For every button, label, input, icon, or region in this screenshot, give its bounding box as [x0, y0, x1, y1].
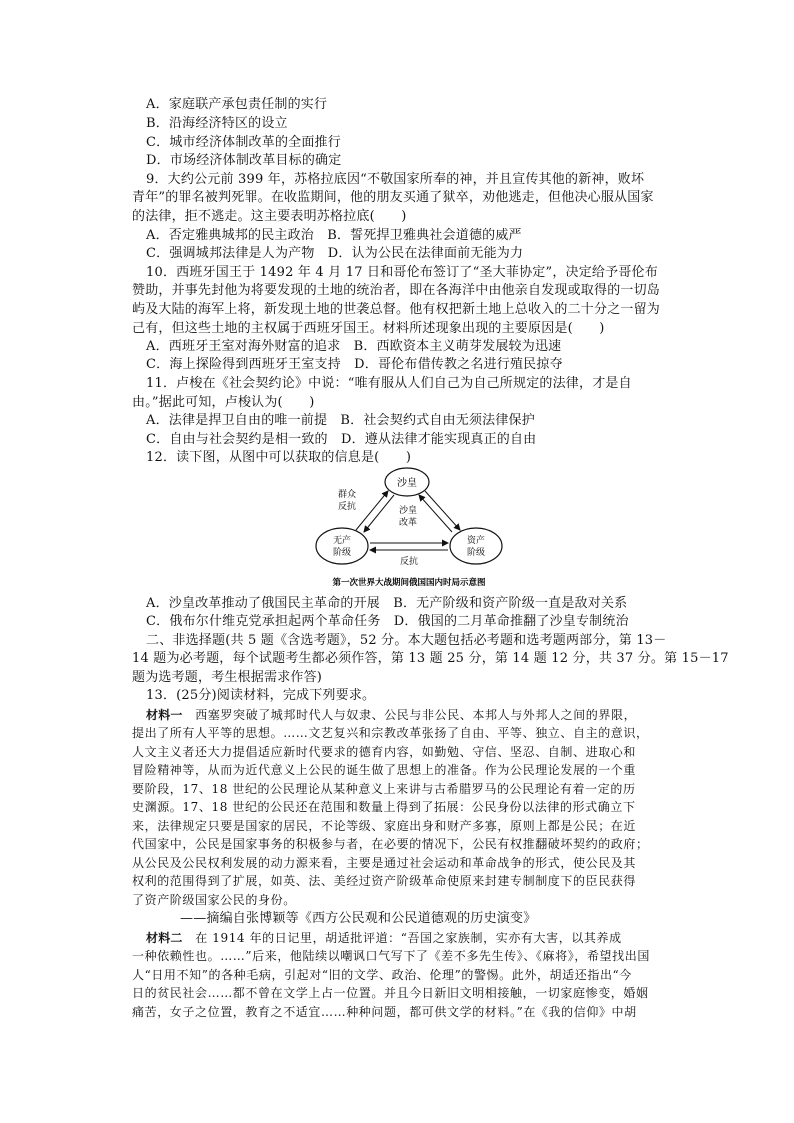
material1-source: ——摘编自张博颖等《西方公民观和公民道德观的历史演变》: [180, 911, 537, 926]
q10-options-ab: A．西班牙王室对海外财富的追求 B．西欧资本主义萌芽发展较为迅速: [146, 339, 562, 354]
part2-heading-line: 二、非选择题(共 5 题《含选考题》，52 分。本大题包括必考题和选考题两部分，第 13－: [146, 633, 667, 648]
q10-stem-line: 赞助，并事先封他为将要发现的土地的统治者，即在各海洋中由他亲自发现或取得的一切岛: [132, 283, 661, 298]
material1-line: 来，法律规定只要是国家的居民，不论等级、家庭出身和财产多寡，原则上都是公民；在近: [132, 819, 637, 833]
q8-option-d: D．市场经济体制改革目标的确定: [146, 153, 342, 168]
q8-option-b: B．沿海经济特区的设立: [146, 116, 288, 131]
material1-line: 人文主义者还大力提倡适应新时代要求的德育内容，如勤勉、守信、坚忍、自制、进取心和: [132, 745, 637, 759]
q8-option-a: A．家庭联产承包责任制的实行: [146, 97, 328, 112]
material1-label: 材料一: [146, 708, 183, 722]
q13-stem: 13．(25分)阅读材料，完成下列要求。: [146, 688, 376, 703]
q9-stem-line: 的法律，拒不逃走。这主要表明苏格拉底( ): [132, 209, 407, 224]
q10-stem-line: 己有，但这些土地的主权属于西班牙国王。材料所述现象出现的主要原因是( ): [132, 321, 605, 336]
q12-options-ab: A．沙皇改革推动了俄国民主革命的开展 B．无产阶级和资产阶级一直是敌对关系: [146, 596, 628, 611]
material1-text: 西塞罗突破了城邦时代人与奴隶、公民与非公民、本邦人与外邦人之间的界限，: [182, 708, 637, 722]
diagram-caption: 第一次世界大战期间俄国国内时局示意图: [332, 578, 486, 588]
material1-line: 史渊源。17、18 世纪的公民还在范围和数量上得到了拓展：公民身份以法律的形式确立下: [132, 800, 636, 814]
proletariat-node: [316, 528, 368, 564]
tsar-to-bourgeoisie-arrow: [425, 491, 460, 530]
material1-line: 从公民及公民权利发展的动力源来看，主要是通过社会运动和革命战争的形式，使公民及其: [132, 856, 637, 870]
material1-line: 权利的范围得到了扩展，如英、法、美经过资产阶级革命使原来封建专制制度下的臣民获得: [132, 874, 637, 888]
q9-options-ab: A．否定雅典城邦的民主政治 B．誓死捍卫雅典社会道德的威严: [146, 228, 522, 243]
bourgeoisie-node: [450, 528, 502, 564]
part2-heading-line: 题为选考题，考生根据需求作答): [132, 670, 323, 685]
material2-label: 材料二: [146, 931, 183, 945]
q9-stem-line: 青年”的罪名被判死罪。在收监期间，他的朋友买通了狱卒，劝他逃走，但他决心服从国家: [132, 190, 654, 205]
q12-diagram: [300, 466, 530, 592]
material2-line: 人“日用不知”的各种毛病，引起对“旧的文学、政治、伦理”的警惕。此外，胡适还指出“今: [132, 968, 632, 982]
tsar-reform-label: 改革: [398, 518, 418, 528]
material2-text: 在 1914 年的日记里，胡适批评道：“吾国之家族制，实亦有大害，以其养成: [182, 931, 622, 945]
proletariat-label: 阶级: [332, 548, 352, 558]
q10-stem-line: 10．西班牙国王于 1492 年 4 月 17 日和哥伦布签订了“圣大菲协定”，决定给予哥伦布: [146, 265, 658, 280]
resistance-label: 反抗: [399, 557, 419, 567]
q12-stem: 12．读下图，从图中可以获取的信息是( ): [146, 450, 412, 465]
bourgeoisie-label: 资产: [466, 536, 486, 546]
q8-option-c: C．城市经济体制改革的全面推行: [146, 135, 341, 150]
q11-stem-line: 11．卢梭在《社会契约论》中说：“唯有服从人们自己为自己所规定的法律，才是自: [146, 376, 632, 391]
q10-options-cd: C．海上探险得到西班牙王室支持 D．哥伦布借传教之名进行殖民掠夺: [146, 357, 563, 372]
q10-stem-line: 屿及大陆的海军上将，新发现土地的世袭总督。他有权把新土地上总收入的二十分之一留为: [132, 302, 661, 317]
proletariat-to-tsar-arrow: [356, 491, 388, 530]
material2-line: 痛苦，女子之位置，教育之不适宜……种种问题，都可供文学的材料。”在《我的信仰》中胡: [132, 1005, 637, 1019]
proletariat-label: 无产: [332, 536, 352, 546]
part2-heading-line: 14 题为必考题，每个试题考生都必须作答，第 13 题 25 分，第 14 题 12 分，共 37 分。第 15－17: [132, 651, 729, 666]
material1-first-line: [146, 706, 677, 725]
material2-first-line: [146, 929, 677, 948]
q11-options-cd: C．自由与社会契约是相一致的 D．遵从法律才能实现真正的自由: [146, 432, 537, 447]
q9-stem-line: 9．大约公元前 399 年，苏格拉底因“不敬国家所奉的神，并且宣传其他的新神，败坏: [146, 172, 645, 187]
material2-line: 一种依赖性也。……”后来，他陆续以嘲讽口气写下了《差不多先生传》、《麻将》，希望找出国: [132, 949, 650, 963]
q11-options-ab: A．法律是捍卫自由的唯一前提 B．社会契约式自由无须法律保护: [146, 413, 535, 428]
mass-resistance-label: 反抗: [337, 502, 357, 512]
material1-line: 冒险精神等，从而为近代意义上公民的诞生做了思想上的准备。作为公民理论发展的一个重: [132, 763, 637, 777]
material1-line: 代国家中，公民是国家事务的积极参与者，在必要的情况下，公民有权推翻破坏契约的政府；: [132, 837, 649, 851]
material1-line: 了资产阶级国家公民的身份。: [132, 893, 296, 907]
material1-line: 提出了所有人平等的思想。……文艺复兴和宗教改革张扬了自由、平等、独立、自主的意识，: [132, 726, 649, 740]
q9-options-cd: C．强调城邦法律是人为产物 D．认为公民在法律面前无能为力: [146, 246, 524, 261]
tsar-to-proletariat-arrow: [364, 495, 394, 532]
q11-stem-line: 由。”据此可知，卢梭认为( ): [132, 395, 315, 410]
tsar-reform-label: 沙皇: [398, 506, 418, 516]
tsar-label: 沙皇: [397, 478, 417, 489]
mass-resistance-label: 群众: [337, 490, 357, 500]
bourgeoisie-to-tsar-arrow: [419, 495, 452, 532]
material2-line: 日的贫民社会……都不曾在文学上占一位置。并且今日新旧文明相接触，一切家庭惨变，婚姻: [132, 986, 649, 1000]
material1-line: 要阶段，17、18 世纪的公民理论从某种意义上来讲与古希腊罗马的公民理论有着一定的历: [132, 782, 636, 796]
bourgeoisie-label: 阶级: [466, 548, 486, 558]
q12-options-cd: C．俄布尔什维克党承担起两个革命任务 D．俄国的二月革命推翻了沙皇专制统治: [146, 614, 629, 629]
